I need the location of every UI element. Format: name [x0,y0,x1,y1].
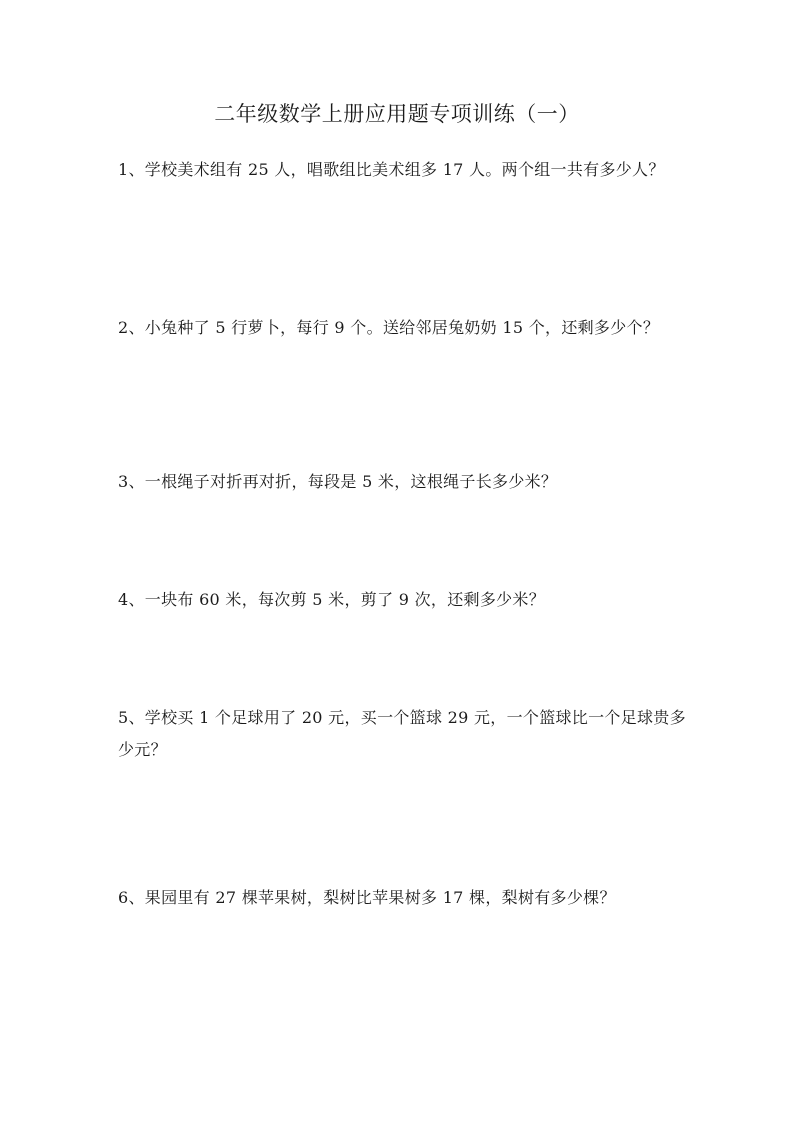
question-4: 4、一块布 60 米，每次剪 5 米，剪了 9 次，还剩多少米？ [118,590,546,609]
question-2: 2、小兔种了 5 行萝卜，每行 9 个。送给邻居兔奶奶 15 个，还剩多少个？ [118,318,660,337]
question-6: 6、果园里有 27 棵苹果树，梨树比苹果树多 17 棵，梨树有多少棵？ [118,888,616,907]
worksheet-title: 二年级数学上册应用题专项训练（一） [214,102,580,126]
question-5: 5、学校买 1 个足球用了 20 元，买一个篮球 29 元，一个篮球比一个足球贵多少元？ [118,708,686,759]
question-3: 3、一根绳子对折再对折，每段是 5 米，这根绳子长多少米？ [118,472,558,491]
question-1: 1、学校美术组有 25 人，唱歌组比美术组多 17 人。两个组一共有多少人？ [118,160,665,179]
